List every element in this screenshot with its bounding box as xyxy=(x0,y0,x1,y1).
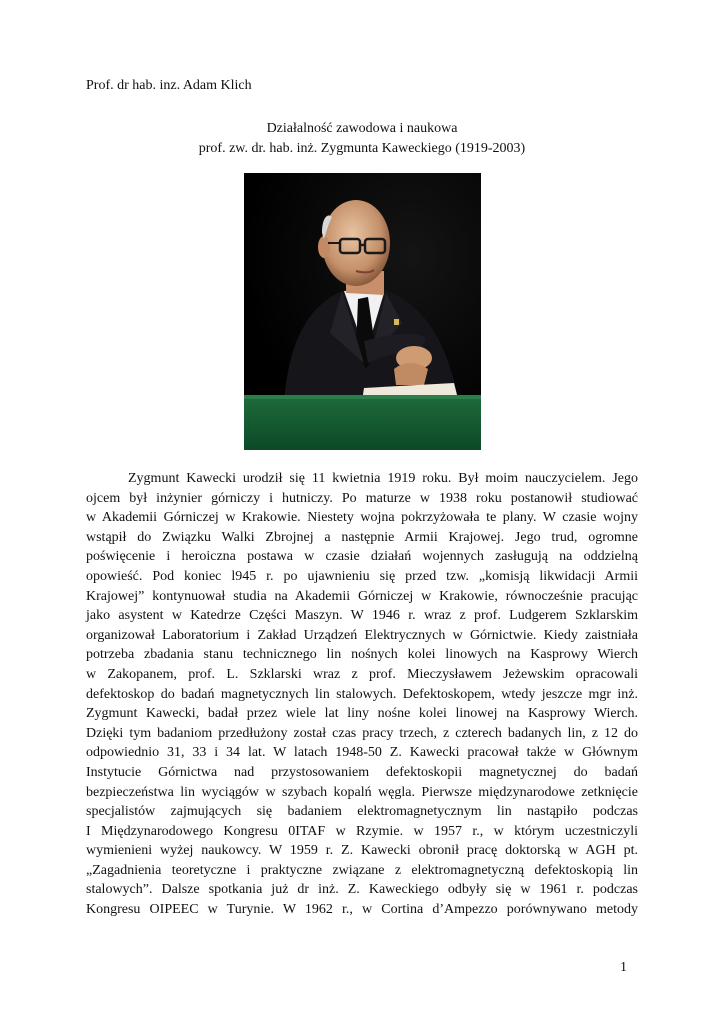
body-line: specjalistów zajmujących się badaniem elektromagnetycznym lin nastąpiło podczas xyxy=(86,804,638,820)
body-line: Kongresu OIPEEC w Turynie. W 1962 r., w Cortina d’Ampezzo porównywano metody xyxy=(86,902,638,918)
page-number: 1 xyxy=(620,960,627,975)
title-line-1: Działalność zawodowa i naukowa xyxy=(266,121,458,136)
body-line: stalowych”. Dalsze spotkania już dr inż. Z. Kaweckiego odbyły się w 1961 r. podczas xyxy=(86,882,638,898)
body-line: ojcem był inżynier górniczy i hutniczy. Po maturze w 1938 roku postanowił studiować xyxy=(86,490,638,506)
body-line: wstąpił do Związku Walki Zbrojnej a następnie Armii Krajowej. Jego trud, ogromne xyxy=(86,529,638,545)
body-line: defektoskop do badań magnetycznych lin stalowych. Defektoskopem, wtedy jeszcze mgr inż. xyxy=(86,686,638,702)
body-line: jako asystent w Katedrze Części Maszyn. W 1946 r. wraz z prof. Ludgerem Szklarskim xyxy=(86,608,638,624)
body-line: Krajowej” kontynuował studia na Akademii Górniczej w Krakowie, równocześnie pracując xyxy=(86,588,638,604)
body-line: odpowiednio 31, 33 i 34 lat. W latach 1948-50 Z. Kawecki pracował także w Głównym xyxy=(86,745,638,761)
body-line: Dzięki tym badaniom przedłużony został czas pracy trzech, z czterech badanych lin, z 12 do xyxy=(86,725,638,741)
body-line: organizował Laboratorium i Zakład Urządzeń Elektrycznych w Górnictwie. Kiedy zaistniała xyxy=(86,627,638,643)
body-line: I Międzynarodowego Kongresu 0ITAF w Rzymie. w 1957 r., w którym uczestniczyli xyxy=(86,823,638,839)
body-paragraph xyxy=(86,469,638,920)
body-line: wymienieni wyżej naukowcy. W 1959 r. Z. Kawecki obronił pracę doktorską w AGH pt. xyxy=(86,843,638,859)
document-title xyxy=(0,119,724,159)
body-line: Instytucie Górnictwa nad przystosowaniem defektoskopii magnetycznej do badań xyxy=(86,764,638,780)
body-line: Zygmunt Kawecki urodził się 11 kwietnia 1919 roku. Był moim nauczycielem. Jego xyxy=(128,471,638,486)
title-line-2: prof. zw. dr. hab. inż. Zygmunta Kaweckiego (1919-2003) xyxy=(198,141,526,156)
author-line: Prof. dr hab. inz. Adam Klich xyxy=(86,78,252,93)
body-line: poświęcenie i heroiczna postawa w czasie działań wojennych zasługują na oddzielną xyxy=(86,549,638,565)
body-line: opowieść. Pod koniec l945 r. po ujawnieniu się przed tzw. „komisją likwidacji Armii xyxy=(86,568,638,584)
body-line: bezpieczeństwa lin wyciągów w szybach kopalń węgla. Pierwsze międzynarodowe zetknięcie xyxy=(86,784,638,800)
portrait-photo xyxy=(244,173,481,450)
body-line: „Zagadnienia teoretyczne i praktyczne związane z elektromagnetyczną defektoskopią lin xyxy=(86,862,638,878)
body-line: w Zakopanem, prof. L. Szklarski wraz z prof. Mieczysławem Jeżewskim opracowali xyxy=(86,666,638,682)
body-line: w Akademii Górniczej w Krakowie. Niestety wojna pokrzyżowała te plany. W czasie wojny xyxy=(86,510,638,526)
body-line: Zygmunt Kawecki, badał przez wiele lat liny nośne kolei linowej na Kasprowy Wierch. xyxy=(86,706,638,722)
body-line: potrzeba zbadania stanu technicznego lin nośnych kolei linowych na Kasprowy Wierch xyxy=(86,647,638,663)
